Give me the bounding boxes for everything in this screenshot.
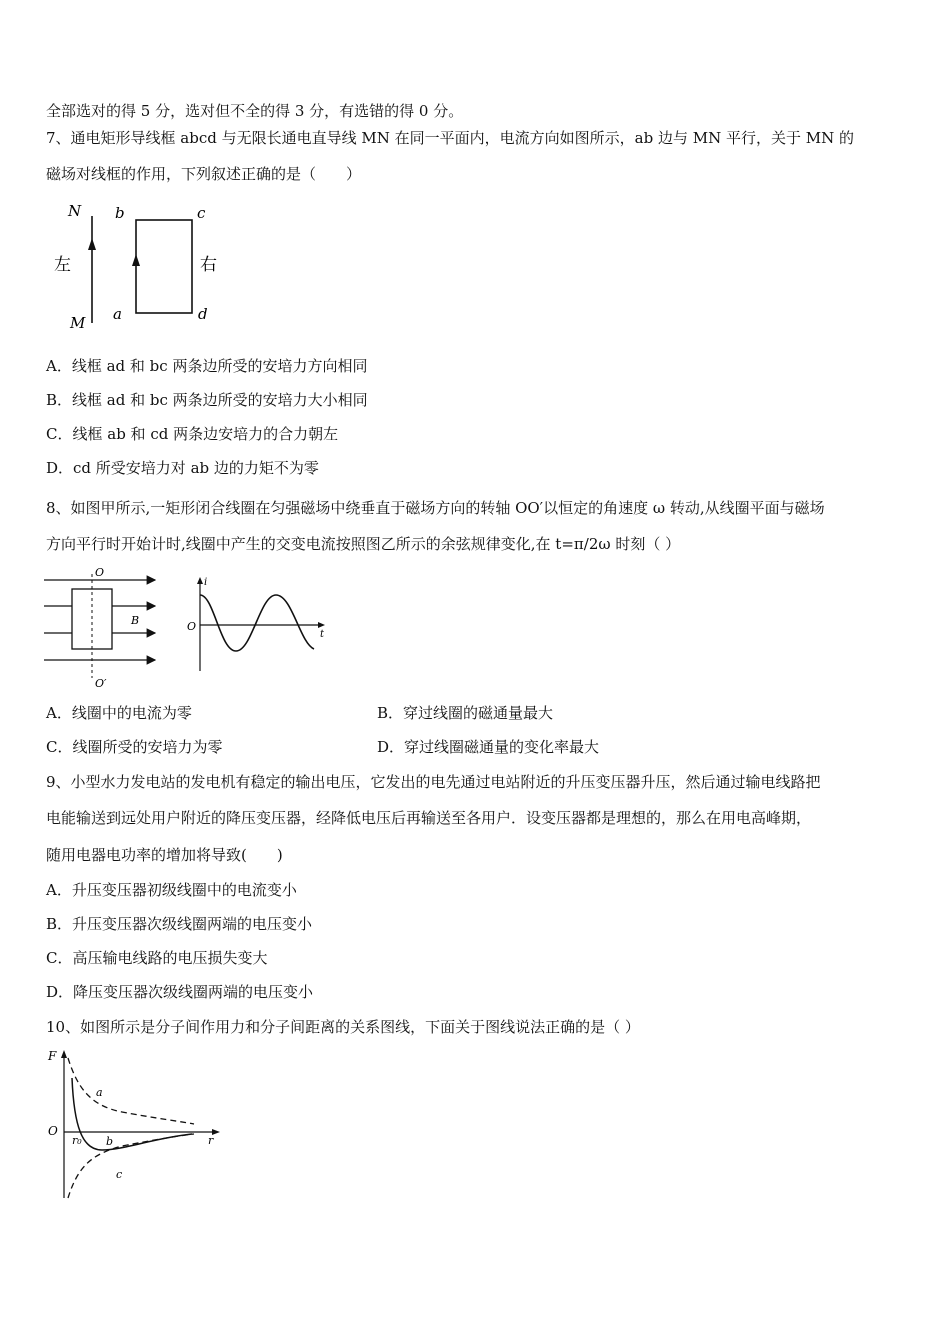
cosine-curve [200, 595, 314, 651]
axis-label-bottom: O′ [95, 677, 107, 690]
mn-current-arrow [88, 238, 96, 250]
q9-stem-line3: 随用电器电功率的增加将导致( ) [46, 846, 283, 864]
q7-option-b[interactable]: B．线框 ad 和 bc 两条边所受的安培力大小相同 [46, 391, 368, 409]
q8-figure-current-graph [180, 573, 330, 675]
i-label: i [204, 577, 208, 588]
q8-stem-line1: 8、如图甲所示,一矩形闭合线圈在匀强磁场中绕垂直于磁场方向的转轴 OO′以恒定的角速度 ω 转动,从线圈平面与磁场 [46, 499, 825, 517]
label-N: N [68, 202, 82, 220]
q7-figure-wire-frame [50, 198, 240, 333]
curve-b-label: b [106, 1135, 114, 1148]
label-a: a [113, 305, 122, 323]
q10-figure-force-distance [44, 1046, 229, 1204]
origin-label: O [48, 1124, 58, 1138]
label-b: b [115, 204, 125, 222]
field-label-B: B [131, 614, 140, 627]
q9-option-b[interactable]: B．升压变压器次级线圈两端的电压变小 [46, 915, 313, 933]
label-left: 左 [54, 255, 71, 275]
q8-stem-line2: 方向平行时开始计时,线圈中产生的交变电流按照图乙所示的余弦规律变化,在 t=π/2ω 时刻（ ） [46, 535, 681, 553]
label-c: c [197, 204, 206, 222]
instructions-line: 全部选对的得 5 分，选对但不全的得 3 分，有选错的得 0 分。 [46, 102, 464, 120]
i-axis-arrow [197, 577, 203, 584]
q8-option-b[interactable]: B．穿过线圈的磁通量最大 [377, 704, 554, 722]
q7-stem-line1: 7、通电矩形导线框 abcd 与无限长通电直导线 MN 在同一平面内，电流方向如图所示，ab 边与 MN 平行，关于 MN 的 [46, 129, 855, 147]
q9-option-c[interactable]: C．高压输电线路的电压损失变大 [46, 949, 268, 967]
q7-option-c[interactable]: C．线框 ab 和 cd 两条边安培力的合力朝左 [46, 425, 339, 443]
curve-c-label: c [116, 1168, 123, 1181]
r-label: r [208, 1134, 214, 1147]
label-M: M [70, 314, 86, 332]
q10-stem-line1: 10、如图所示是分子间作用力和分子间距离的关系图线，下面关于图线说法正确的是（ ） [46, 1018, 640, 1036]
q8-option-d[interactable]: D．穿过线圈磁通量的变化率最大 [377, 738, 600, 756]
label-right: 右 [200, 255, 217, 275]
q9-stem-line1: 9、小型水力发电站的发电机有稳定的输出电压，它发出的电先通过电站附近的升压变压器升压，然后通过输电线路把 [46, 773, 821, 791]
r0-label: r₀ [72, 1134, 82, 1147]
abcd-frame [136, 220, 192, 313]
q9-option-a[interactable]: A．升压变压器初级线圈中的电流变小 [46, 881, 297, 899]
q8-figure-coil-in-field [40, 566, 165, 691]
q8-option-c[interactable]: C．线圈所受的安培力为零 [46, 738, 223, 756]
q9-option-d[interactable]: D．降压变压器次级线圈两端的电压变小 [46, 983, 314, 1001]
t-label: t [320, 629, 325, 640]
frame-current-arrow [132, 254, 140, 266]
label-d: d [198, 305, 208, 323]
q7-option-a[interactable]: A．线框 ad 和 bc 两条边所受的安培力方向相同 [46, 357, 368, 375]
q7-stem-line2: 磁场对线框的作用，下列叙述正确的是（ ） [46, 165, 362, 183]
t-axis-arrow [318, 622, 325, 628]
origin-label: O [187, 620, 197, 633]
curve-a-repulsion [68, 1058, 194, 1124]
curve-a-label: a [96, 1086, 103, 1099]
F-label: F [48, 1049, 57, 1063]
axis-label-top: O [95, 566, 105, 579]
q7-option-d[interactable]: D．cd 所受安培力对 ab 边的力矩不为零 [46, 459, 319, 477]
q8-option-a[interactable]: A．线圈中的电流为零 [46, 704, 192, 722]
q9-stem-line2: 电能输送到远处用户附近的降压变压器，经降低电压后再输送至各用户．设变压器都是理想的，那么在用电高峰期， [46, 809, 812, 827]
F-axis-arrow [61, 1050, 67, 1058]
